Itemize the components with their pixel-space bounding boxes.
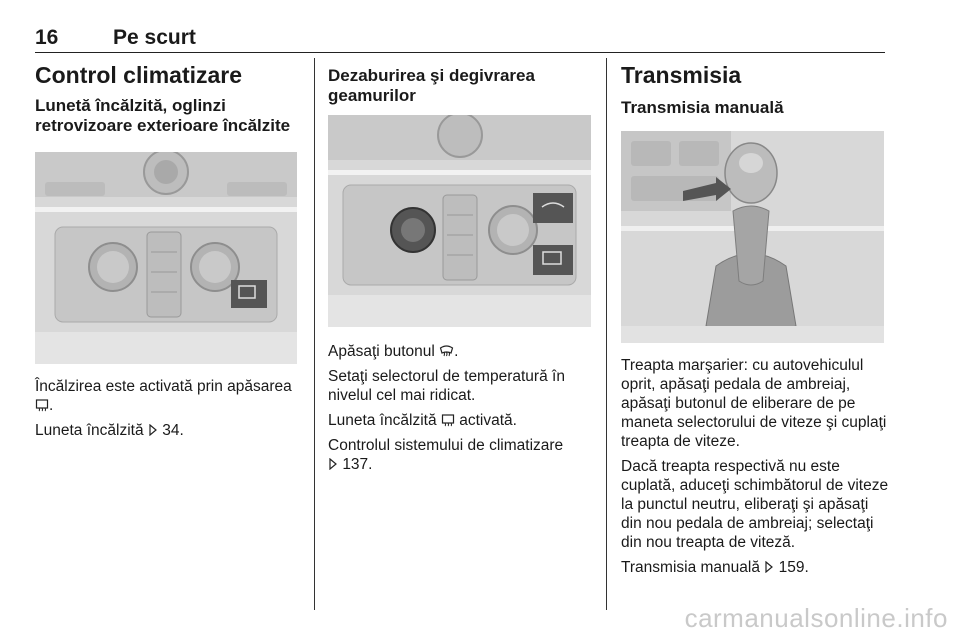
gear-shifter-figure [621,131,884,343]
column-climate-text [35,377,305,440]
paragraph [35,377,305,415]
paragraph [35,421,305,440]
text-run: Luneta încălzită [328,412,437,429]
rear-window-heat-icon [35,398,49,412]
subsection-title: Dezaburirea şi degivrarea geamurilor [328,66,535,105]
paragraph [621,558,891,577]
cross-reference-arrow-icon [764,561,774,573]
cross-reference-arrow-icon [148,424,158,436]
paragraph [328,436,596,474]
column-defrost-text [328,342,596,474]
cross-reference-arrow-icon [328,458,338,470]
page-reference-link[interactable]: 137. [342,456,373,473]
paragraph [328,342,596,361]
text-run: . [49,397,54,414]
column-divider [314,58,315,610]
subsection-title: Transmisia manuală [621,98,784,117]
section-title: Control climatizare [35,62,243,88]
text-run: Apăsaţi butonul [328,343,435,360]
column-transmission-text [621,356,891,577]
column-climate-control [35,62,305,136]
page-header [35,22,885,53]
page-number: 16 [35,26,59,49]
subsection-title: Lunetă încălzită, oglinzi retrovizoare exterioare încălzite [35,96,291,135]
defrost-panel-figure [328,115,591,327]
paragraph: Dacă treapta respectivă nu este cuplată, aduceţi schimbătorul de viteze la punctul neutru, eliberaţi şi apăsaţi din nou pedala de ambreiaj; selectaţi din nou treapta de viteză. [621,458,889,551]
text-run: Controlul sistemului de climatizare [328,437,564,454]
text-run: Transmisia manuală [621,559,760,576]
page-reference-link[interactable]: 34. [162,422,184,439]
paragraph: Setaţi selectorul de temperatură în nivelul cel mai ridicat. [328,368,565,404]
watermark: carmanualsonline.info [684,603,948,633]
paragraph [328,411,596,430]
column-transmission [621,62,889,118]
windshield-defrost-icon [439,344,454,358]
section-title: Transmisia [621,62,742,88]
column-divider [606,58,607,610]
text-run: activată. [459,412,517,429]
column-defrost [328,66,598,106]
text-run: Luneta încălzită [35,422,144,439]
rear-window-heat-icon [441,413,455,427]
page-reference-link[interactable]: 159. [778,559,809,576]
text-run: . [454,343,459,360]
text-run: Încălzirea este activată prin apăsarea [35,378,292,395]
climate-panel-figure [35,152,297,364]
page-header-title: Pe scurt [113,26,196,49]
paragraph: Treapta marşarier: cu autovehiculul oprit, apăsaţi pedala de ambreiaj, apăsaţi butonul de eliberare de pe maneta selectorului de viteze şi cuplaţi treapta de viteze. [621,357,887,450]
